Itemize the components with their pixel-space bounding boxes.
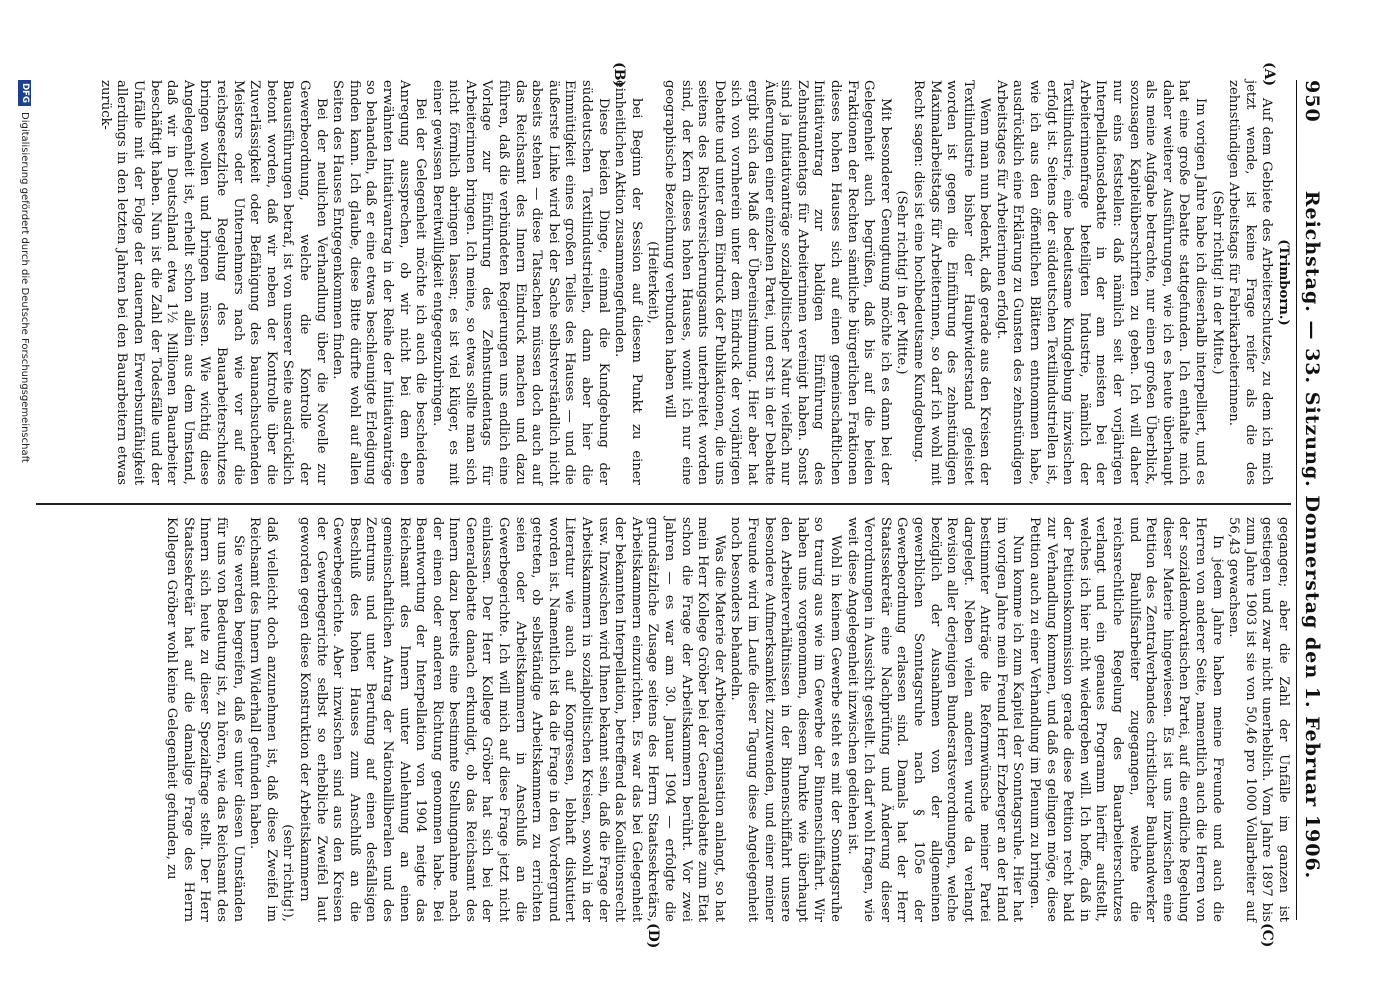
paragraph: Auf dem Gebiete des Arbeiterschutzes, zu dem ich mich jetzt wende, ist keine Frage reifer als die des zehnstündigen Arbeitstags für Fabrikarbeiterinnen. bbox=[1226, 80, 1275, 485]
paragraph: In jedem Jahre haben meine Freunde und auch die Herren von anderer Seite, namentlich auch die Herren von der sozialdemokratischen Partei, auf die endliche Regelung dieser Materie hingewiesen. Es ist uns inzwischen eine Petition des Zentralverbandes christlicher Bauhandwerker und Bauhilfsarbeiter zugegangen, welche die reichsrechtliche Regelung des Bauarbeiterschutzes verlangt und ein genaues Programm hierfür aufstellt, welches ich hier nicht wiedergeben will. Ich hoffe, daß in der Petitionskommission gerade diese Petition recht bald zur Verhandlung kommen, und daß es gelingen möge, diese Petition auch zu einer Verhandlung im Plenum zu bringen. bbox=[1027, 517, 1225, 922]
paragraph: Wenn man nun bedenkt, daß gerade aus den Kreisen der Textilindustrie bisher der Hauptwiderstand geleistet worden ist gegen die Einführung des zehnstündigen Maximalarbeitstags für Arbeiterinnen, so darf ich wohl mit Recht sagen: dies ist eine hochbedeutsame Kundgebung. bbox=[910, 80, 993, 485]
paragraph: Diese beiden Dinge, einmal die Kundgebung der süddeutschen Textilindustriellen, dann aber hier die Einmütigkeit eines großen Teiles des Hauses — und die äußerste Linke wird bei der Sache selbstverständlich nicht abseits stehen — diese Tatsachen müssen doch auch auf das Reichsamt des Innern Eindruck machen und dazu führen, daß die verbündeten Regierungen uns endlich eine Vorlage zur Einführung des Zehnstundentags für Arbeiterinnen bringen. Ich meine, so etwas sollte man sich nicht förmlich abringen lassen; es ist viel klüger, es mit einer gewissen Bereitwilligkeit entgegenzubringen. bbox=[429, 80, 611, 485]
paragraph: Bei der Gelegenheit möchte ich auch die bescheidene Anregung aussprechen, ob wir nicht bei dem eben erwähnten Initiativantrag in der Reihe der Initiativanträge so behandeln, daß er eine etwas beschleunigte Erledigung finden kann. Ich glaube, diese Bitte dürfte wohl auf allen Seiten des Hauses Entgegenkommen finden. bbox=[330, 80, 429, 485]
interjection: (sehr richtig!), bbox=[280, 824, 296, 922]
interjection: (Sehr richtig! in der Mitte.) bbox=[1209, 190, 1225, 375]
page-number: 950 bbox=[1301, 80, 1323, 123]
margin-marker-a: (A) bbox=[1261, 62, 1277, 87]
paragraph: Wohl in keinem Gewerbe steht es mit der Sonntagsruhe so traurig aus wie im Gewerbe der Binnenschiffahrt. Wir haben uns vorgenommen, diesem Punkte wie überhaupt den Arbeiterverhältnissen in der Binnenschiffahrt unsere besondere Aufmerksamkeit zuzuwenden, und einer meiner Freunde wird im Laufe dieser Tagung diese Angelegenheit noch besonders behandeln. bbox=[728, 517, 843, 922]
paragraph: Sie werden begreifen, daß es unter diesen Umständen für uns von Bedeutung ist, zu hören, wie das Reichsamt des Innern sich heute zu dieser Spezialfrage stellt. Der Herr Staatssekretär hat auf die damalige Frage des Herrn Kollegen Gröber wohl keine Gelegenheit gefunden, zu bbox=[164, 517, 246, 922]
paragraph: Was die Materie der Arbeiterorganisation anlangt, so hat mein Herr Kollege Gröber bei der Generaldebatte zum Etat schon die Frage der Arbeitskammern berührt. Vor zwei Jahren — es war am 30. Januar 1904 — erfolgte die grundsätzliche Zusage seitens des Herrn Staatssekretärs, Arbeitskammern einzurichten. Es war das bei Gelegenheit der bekannten Interpellation, betreffend das Koalitionsrecht usw. Inzwischen wird Ihnen bekannt sein, daß die Frage der Arbeitskammern in sozialpolitischen Kreisen, sowohl in der Literatur wie auch auf Kongressen, lebhaft diskutiert worden ist. Namentlich ist da die Frage in den Vordergrund getreten, ob selbständige Arbeitskammern zu errichten seien oder Arbeitskammern in Anschluß an die Gewerbegerichte. Ich will mich auf diese Frage jetzt nicht einlassen. Der Herr Kollege Gröber hat sich bei der Generaldebatte danach erkundigt, ob das Reichsamt des Innern dazu bereits eine bestimmte Stellungnahme nach der einen oder anderen Richtung genommen habe. Bei Beantwortung der Interpellation von 1904 neigte das Reichsamt des Innern unter Anlehnung an einen gemeinschaftlichen Antrag der Nationalliberalen und des Zentrums und unter Berufung auf einen desfallsigen Beschluß des hohen Hauses zum Anschluß an die Gewerbegerichte. Aber inzwischen sind aus den Kreisen der Gewerbegerichte selbst so erhebliche Zweifel laut geworden gegen diese Konstruktion der Arbeitskammern bbox=[296, 517, 727, 922]
left-text-column bbox=[96, 80, 1291, 485]
interjection: (Sehr richtig! in der Mitte.) bbox=[894, 190, 910, 375]
margin-marker-d: (D) bbox=[645, 923, 661, 949]
paragraph: gegangen; aber die Zahl der Unfälle im ganzen ist gestiegen und zwar nicht unerheblich. Vom Jahre 1897 bis zum Jahre 1903 ist sie von 50,46 pro 1000 Vollarbeiter auf 56,43 gewachsen. bbox=[1226, 517, 1291, 922]
paragraph: Nun komme ich zum Kapitel der Sonntagsruhe. Hier hat im vorigen Jahre mein Freund Herr Erzberger an der Hand bestimmter Anträge die Reformwünsche meiner Partei dargelegt. Neben vielen anderen wurde da verlangt Revision aller derjenigen Bundesratsverordnungen, welche bezüglich der Ausnahmen von der allgemeinen gewerblichen Sonntagsruhe nach § 105e der Gewerbeordnung erlassen sind. Damals hat der Herr Staatssekretär eine Nachprüfung und Änderung dieser Verordnungen in Aussicht gestellt. Ich darf wohl fragen, wie weit diese Angelegenheit inzwischen gediehen ist. bbox=[844, 517, 1026, 922]
dfg-logo: DFG bbox=[18, 80, 31, 106]
paragraph: Bei der neulichen Verhandlung über die Novelle zur Gewerbeordnung, welche die Kontrolle der Bauausführungen betraf, ist von unserer Seite ausdrücklich betont worden, daß wir neben der Kontrolle über die Zuverlässigkeit oder Befähigung des baunachsuchenden Meisters oder Unternehmers nach wie vor auf die reichsgesetzliche Regelung des Bauarbeiterschutzes bringen wollen und bringen müssen. Wie wichtig diese Angelegenheit ist, erhellt schon allein aus dem Umstand, daß wir in Deutschland etwa 1½ Millionen Bauarbeiter beschäftigt haben. Nun ist die Zahl der Todesfälle und der Unfälle mit der Folge der dauernden Erwerbsunfähigkeit allerdings in den letzten Jahren bei den Bauarbeitern etwas zurück- bbox=[97, 80, 329, 485]
right-text-column bbox=[163, 517, 1291, 922]
paragraph: daß vielleicht doch anzunehmen ist, daß diese Zweifel im Reichsamt des Innern Widerhall gefunden haben. bbox=[247, 517, 279, 922]
running-head: Reichstag. — 33. Sitzung. Donnerstag den 1. Februar 1906. bbox=[1301, 190, 1323, 880]
paragraph: bei Beginn der Session auf diesem Punkt zu einer einheitlichen Aktion zusammengefunden. bbox=[612, 80, 644, 485]
footer-text: Digitalisierung gefördert durch die Deutsche Forschungsgemeinschaft bbox=[19, 112, 30, 463]
column-divider bbox=[36, 503, 1291, 505]
margin-marker-b: (B) bbox=[611, 62, 627, 88]
speaker-name: (Trimborn.) bbox=[1276, 239, 1291, 326]
interjection: (Heiterkeit), bbox=[645, 241, 661, 324]
paragraph: Im vorigen Jahre habe ich dieserhalb interpelliert, und es hat eine große Debatte stattgefunden. Ich enthalte mich daher weiterer Ausführungen, wie ich es heute überhaupt als meine Aufgabe betrachte, nur einen großen Überblick, sozusagen Kapitelüberschriften zu geben. Ich will daher nur eins feststellen: daß nämlich seit der vorjährigen Interpellationsdebatte in der am meisten bei der Arbeiterinnenfrage beteiligten Industrie, nämlich der Textilindustrie, eine bedeutsame Kundgebung inzwischen erfolgt ist. Seitens der süddeutschen Textilindustriellen ist, wie ich aus den öffentlichen Blättern entnommen habe, ausdrücklich eine Erklärung zu Gunsten des zehnstündigen Arbeitstages für Arbeiterinnen erfolgt. bbox=[993, 80, 1209, 485]
paragraph: Mit besonderer Genugtuung möchte ich es dann bei der Gelegenheit auch begrüßen, daß bis auf die beiden Fraktionen der Rechten sämtliche bürgerlichen Fraktionen dieses hohen Hauses sich auf einen gemeinschaftlichen Initiativantrag zur baldigen Einführung des Zehnstundentags für Arbeiterinnen vereinigt haben. Sonst sind ja Initiativanträge sozialpolitischer Natur vielfach nur Äußerungen einer einzelnen Partei, und erst in der Debatte ergibt sich das Maß der Übereinstimmung. Hier aber hat sich von vornherein unter dem Eindruck der vorjährigen Debatte und unter dem Eindruck der Publikationen, die uns seitens des Reichsversicherungsamts unterbreitet worden sind, der Kern dieses hohen Hauses, womit ich nur eine geographische Bezeichnung verbunden haben will bbox=[662, 80, 893, 485]
page-header bbox=[1296, 80, 1325, 920]
margin-marker-c: (C) bbox=[1259, 923, 1275, 948]
